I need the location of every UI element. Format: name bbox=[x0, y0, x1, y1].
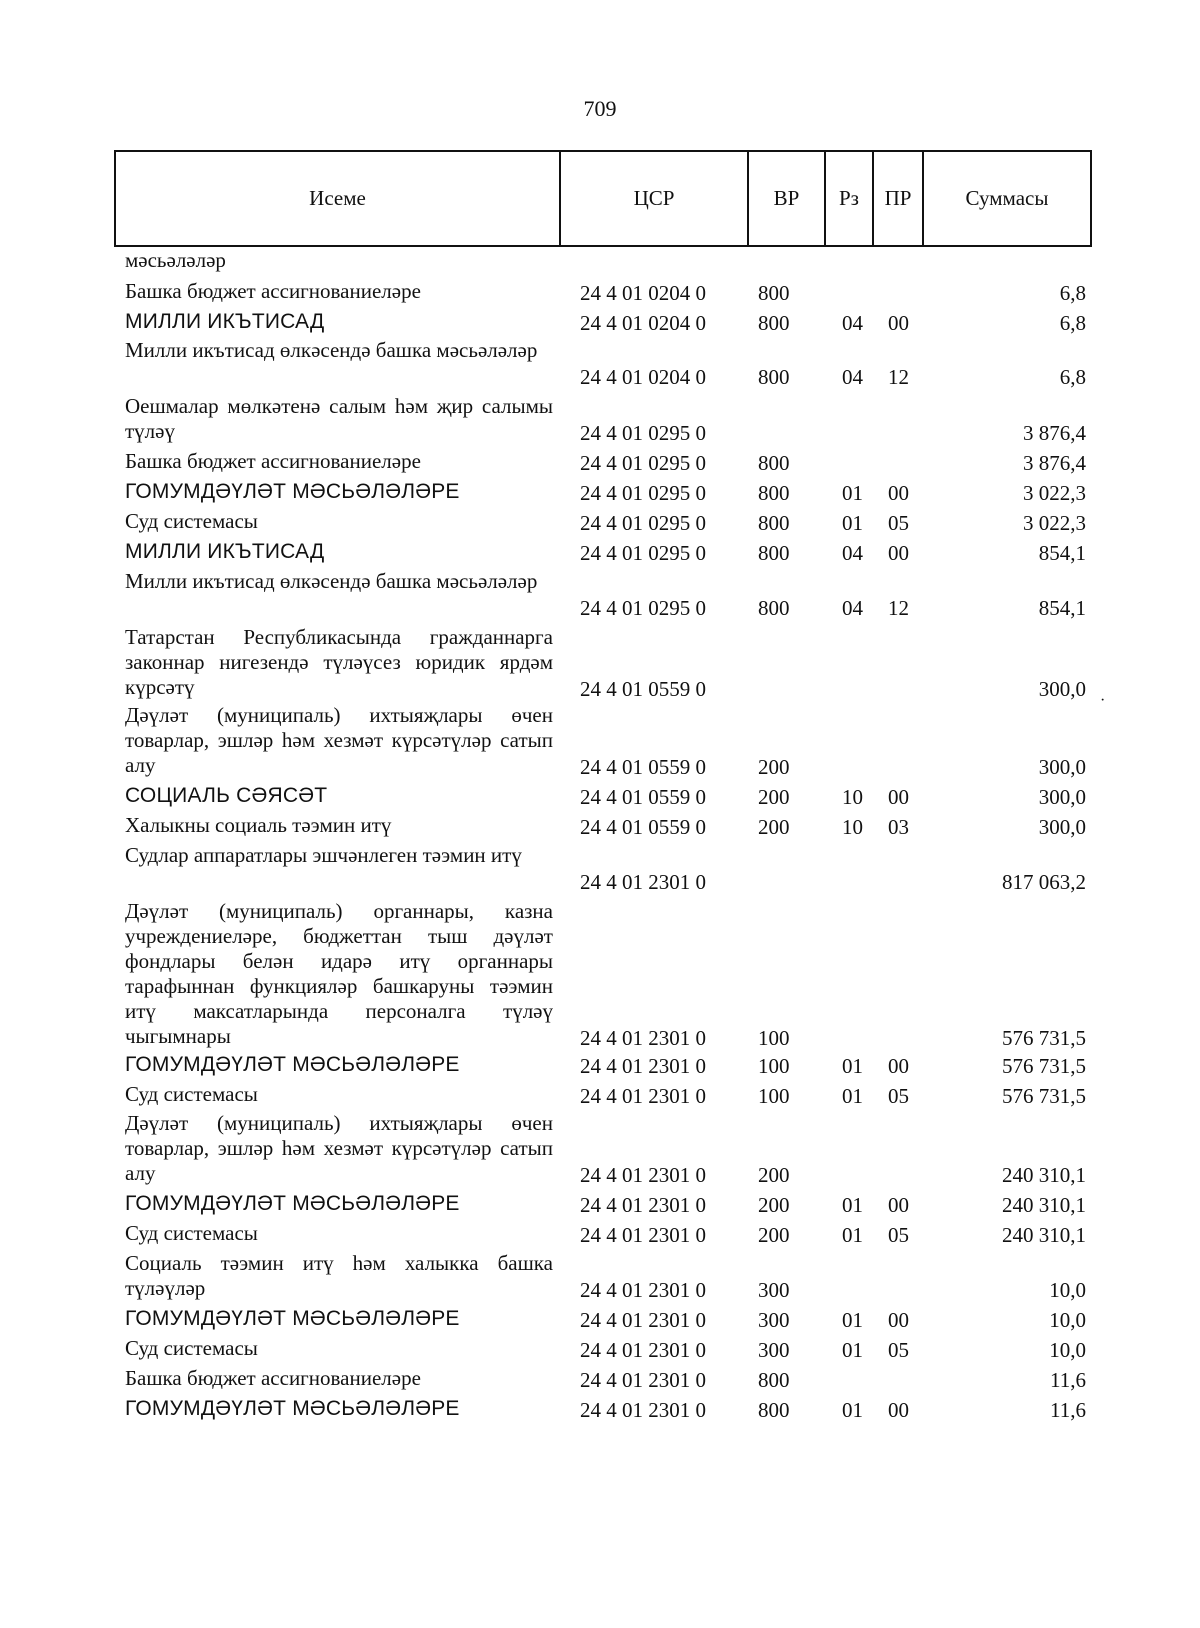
row-csr: 24 4 01 0295 0 bbox=[580, 596, 706, 620]
row-csr: 24 4 01 0204 0 bbox=[580, 365, 706, 389]
row-rz: 01 bbox=[842, 1193, 863, 1217]
row-name: МИЛЛИ ИКЪТИСАД bbox=[125, 540, 325, 563]
row-sum: 240 310,1 bbox=[1002, 1223, 1086, 1247]
row-vr: 800 bbox=[758, 511, 790, 535]
header-pr: ПР bbox=[874, 152, 924, 245]
row-csr: 24 4 01 2301 0 bbox=[580, 1084, 706, 1108]
row-sum: 240 310,1 bbox=[1002, 1163, 1086, 1187]
row-rz: 01 bbox=[842, 1084, 863, 1108]
row-pr: 05 bbox=[888, 1084, 909, 1108]
row-rz: 01 bbox=[842, 511, 863, 535]
row-sum: 854,1 bbox=[1038, 596, 1086, 620]
row-vr: 200 bbox=[758, 755, 790, 779]
row-rz: 01 bbox=[842, 1398, 863, 1422]
row-csr: 24 4 01 0559 0 bbox=[580, 677, 706, 701]
row-vr: 100 bbox=[758, 1084, 790, 1108]
row-name: Башка бюджет ассигнованиеләре bbox=[125, 1366, 421, 1390]
row-name: ГОМУМДӘҮЛӘТ МӘСЬӘЛӘЛӘРЕ bbox=[125, 1192, 460, 1215]
row-csr: 24 4 01 2301 0 bbox=[580, 1368, 706, 1392]
row-csr: 24 4 01 2301 0 bbox=[580, 1338, 706, 1362]
row-name: Милли икътисад өлкәсендә башка мәсьәләләр bbox=[125, 338, 538, 362]
row-csr: 24 4 01 0295 0 bbox=[580, 421, 706, 445]
row-sum: 3 876,4 bbox=[1023, 451, 1086, 475]
row-name: Милли икътисад өлкәсендә башка мәсьәләләр bbox=[125, 569, 538, 593]
row-csr: 24 4 01 2301 0 bbox=[580, 870, 706, 894]
row-csr: 24 4 01 0559 0 bbox=[580, 785, 706, 809]
row-sum: 576 731,5 bbox=[1002, 1084, 1086, 1108]
row-name: Башка бюджет ассигнованиеләре bbox=[125, 279, 421, 303]
row-sum: 10,0 bbox=[1049, 1308, 1086, 1332]
row-sum: 11,6 bbox=[1050, 1368, 1086, 1392]
row-rz: 01 bbox=[842, 1338, 863, 1362]
row-vr: 200 bbox=[758, 1193, 790, 1217]
row-vr: 300 bbox=[758, 1308, 790, 1332]
row-sum: 3 876,4 bbox=[1023, 421, 1086, 445]
header-sum: Суммасы bbox=[965, 186, 1049, 210]
row-pr: 05 bbox=[888, 511, 909, 535]
row-name: Суд системасы bbox=[125, 509, 258, 533]
row-vr: 800 bbox=[758, 311, 790, 335]
row-sum: 576 731,5 bbox=[1002, 1054, 1086, 1078]
row-name: Башка бюджет ассигнованиеләре bbox=[125, 449, 421, 473]
row-csr: 24 4 01 0295 0 bbox=[580, 541, 706, 565]
row-vr: 200 bbox=[758, 785, 790, 809]
row-csr: 24 4 01 0204 0 bbox=[580, 281, 706, 305]
row-vr: 800 bbox=[758, 481, 790, 505]
row-sum: 6,8 bbox=[1059, 365, 1086, 389]
row-name: ГОМУМДӘҮЛӘТ МӘСЬӘЛӘЛӘРЕ bbox=[125, 1053, 460, 1076]
header-csr: ЦСР bbox=[561, 152, 749, 245]
page-number: 709 bbox=[583, 96, 617, 121]
row-rz: 04 bbox=[842, 311, 863, 335]
row-csr: 24 4 01 2301 0 bbox=[580, 1054, 706, 1078]
row-name: Оешмалар мөлкәтенә салым һәм җир салымы түләү bbox=[125, 394, 553, 443]
row-name: Социаль тәэмин итү һәм халыкка башка түләүләр bbox=[125, 1251, 553, 1300]
row-sum: 10,0 bbox=[1049, 1278, 1086, 1302]
row-pr: 00 bbox=[888, 1054, 909, 1078]
row-rz: 10 bbox=[842, 815, 863, 839]
row-vr: 200 bbox=[758, 1223, 790, 1247]
row-sum: 6,8 bbox=[1059, 281, 1086, 305]
row-csr: 24 4 01 0295 0 bbox=[580, 511, 706, 535]
row-csr: 24 4 01 0295 0 bbox=[580, 481, 706, 505]
table-header bbox=[114, 150, 1092, 247]
row-vr: 800 bbox=[758, 541, 790, 565]
row-csr: 24 4 01 2301 0 bbox=[580, 1278, 706, 1302]
row-name: Татарстан Республикасында гражданнарга законнар нигезендә түләүсез юридик ярдәм күрсәтү bbox=[125, 625, 553, 699]
row-pr: 05 bbox=[888, 1338, 909, 1362]
row-sum: 10,0 bbox=[1049, 1338, 1086, 1362]
row-vr: 100 bbox=[758, 1026, 790, 1050]
row-csr: 24 4 01 2301 0 bbox=[580, 1193, 706, 1217]
row-vr: 800 bbox=[758, 596, 790, 620]
row-sum: 300,0 bbox=[1038, 815, 1086, 839]
row-pr: 00 bbox=[888, 785, 909, 809]
row-sum: 11,6 bbox=[1050, 1398, 1086, 1422]
row-vr: 800 bbox=[758, 451, 790, 475]
row-name: Халыкны социаль тәэмин итү bbox=[125, 813, 392, 837]
row-csr: 24 4 01 0559 0 bbox=[580, 755, 706, 779]
row-name: мәсьәләләр bbox=[125, 248, 226, 272]
row-vr: 800 bbox=[758, 281, 790, 305]
row-vr: 300 bbox=[758, 1338, 790, 1362]
row-pr: 00 bbox=[888, 1308, 909, 1332]
row-pr: 00 bbox=[888, 1193, 909, 1217]
row-rz: 04 bbox=[842, 365, 863, 389]
row-csr: 24 4 01 2301 0 bbox=[580, 1223, 706, 1247]
row-rz: 10 bbox=[842, 785, 863, 809]
row-csr: 24 4 01 2301 0 bbox=[580, 1163, 706, 1187]
row-sum: 6,8 bbox=[1059, 311, 1086, 335]
row-vr: 800 bbox=[758, 365, 790, 389]
row-name: Судлар аппаратлары эшчәнлеген тәэмин итү bbox=[125, 843, 522, 867]
row-name: Дәүләт (муниципаль) органнары, казна учреждениеләре, бюджеттан тыш дәүләт фондлары белән идарә итү органнары тарафыннан функцияләр башкаруны тәэмин итү максатларында персоналга түләү чыгымнары bbox=[125, 899, 553, 1048]
row-rz: 01 bbox=[842, 1308, 863, 1332]
row-rz: 04 bbox=[842, 596, 863, 620]
row-rz: 01 bbox=[842, 1223, 863, 1247]
row-csr: 24 4 01 0559 0 bbox=[580, 815, 706, 839]
row-name: ГОМУМДӘҮЛӘТ МӘСЬӘЛӘЛӘРЕ bbox=[125, 480, 460, 503]
row-name: Дәүләт (муниципаль) ихтыяҗлары өчен товарлар, эшләр һәм хезмәт күрсәтүләр сатып алу bbox=[125, 1111, 553, 1185]
row-vr: 300 bbox=[758, 1278, 790, 1302]
row-pr: 03 bbox=[888, 815, 909, 839]
header-rz: Рз bbox=[826, 152, 874, 245]
row-csr: 24 4 01 0295 0 bbox=[580, 451, 706, 475]
header-vr: ВР bbox=[749, 152, 826, 245]
row-name: Дәүләт (муниципаль) ихтыяҗлары өчен товарлар, эшләр һәм хезмәт күрсәтүләр сатып алу bbox=[125, 703, 553, 777]
row-csr: 24 4 01 2301 0 bbox=[580, 1398, 706, 1422]
row-pr: 00 bbox=[888, 541, 909, 565]
row-csr: 24 4 01 0204 0 bbox=[580, 311, 706, 335]
row-sum: 576 731,5 bbox=[1002, 1026, 1086, 1050]
row-csr: 24 4 01 2301 0 bbox=[580, 1308, 706, 1332]
row-vr: 200 bbox=[758, 1163, 790, 1187]
row-name: ГОМУМДӘҮЛӘТ МӘСЬӘЛӘЛӘРЕ bbox=[125, 1307, 460, 1330]
row-sum: 300,0 bbox=[1038, 785, 1086, 809]
row-name: Суд системасы bbox=[125, 1082, 258, 1106]
row-name: СОЦИАЛЬ СӘЯСӘТ bbox=[125, 784, 328, 807]
row-name: МИЛЛИ ИКЪТИСАД bbox=[125, 310, 325, 333]
row-sum: 300,0 bbox=[1038, 755, 1086, 779]
row-sum: 3 022,3 bbox=[1023, 511, 1086, 535]
row-vr: 100 bbox=[758, 1054, 790, 1078]
header-name: Исеме bbox=[116, 152, 561, 245]
row-pr: 00 bbox=[888, 1398, 909, 1422]
row-pr: 12 bbox=[888, 365, 909, 389]
row-pr: 05 bbox=[888, 1223, 909, 1247]
row-sum: 817 063,2 bbox=[1002, 870, 1086, 894]
row-sum: 240 310,1 bbox=[1002, 1193, 1086, 1217]
row-name: Суд системасы bbox=[125, 1221, 258, 1245]
row-pr: 00 bbox=[888, 311, 909, 335]
row-vr: 800 bbox=[758, 1398, 790, 1422]
row-vr: 800 bbox=[758, 1368, 790, 1392]
row-vr: 200 bbox=[758, 815, 790, 839]
row-rz: 04 bbox=[842, 541, 863, 565]
row-csr: 24 4 01 2301 0 bbox=[580, 1026, 706, 1050]
row-name: ГОМУМДӘҮЛӘТ МӘСЬӘЛӘЛӘРЕ bbox=[125, 1397, 460, 1420]
row-sum: 854,1 bbox=[1038, 541, 1086, 565]
row-rz: 01 bbox=[842, 481, 863, 505]
row-name: Суд системасы bbox=[125, 1336, 258, 1360]
row-rz: 01 bbox=[842, 1054, 863, 1078]
row-sum: 300,0 bbox=[1038, 677, 1086, 701]
row-sum: 3 022,3 bbox=[1023, 481, 1086, 505]
margin-mark: · bbox=[1100, 692, 1106, 709]
row-pr: 12 bbox=[888, 596, 909, 620]
row-pr: 00 bbox=[888, 481, 909, 505]
